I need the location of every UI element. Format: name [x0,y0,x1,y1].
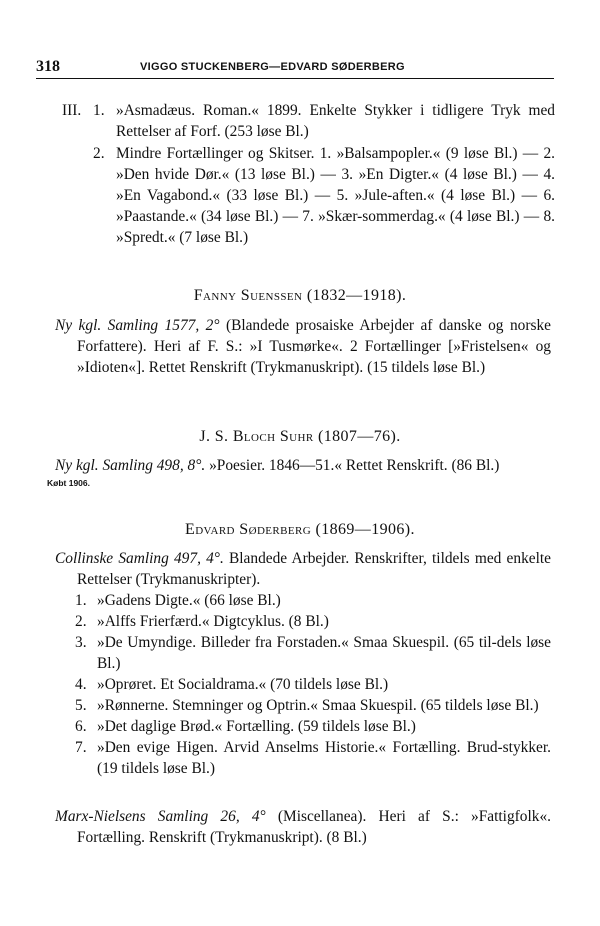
item-number: 2. [75,613,87,630]
entry-intro: Blandede Arbejder. Renskrifter, tildels med enkelte Rettelser (Trykmanuskripter). [77,550,551,588]
list-item [75,611,551,632]
collection-ref: Collinske Samling 497, 4°. [55,550,224,567]
running-header [36,58,554,79]
entry-suhr [47,455,551,494]
list-item [75,590,551,611]
page-number: 318 [36,58,60,75]
item-text: »Alffs Frierfærd.« Digtcyklus. (8 Bl.) [97,613,329,630]
list-item [75,716,551,737]
running-title: VIGGO STUCKENBERG—EDVARD SØDERBERG [140,61,405,73]
item-number: 7. [75,739,87,756]
list-item [75,674,551,695]
author-years: (1807—76). [318,428,401,445]
item-text: »Det daglige Brød.« Fortælling. (59 tildels løse Bl.) [97,718,416,735]
author-heading-suenssen [0,287,600,305]
item-text: »De Umyndige. Billeder fra Forstaden.« Smaa Skuespil. (65 til-dels løse Bl.) [97,634,551,672]
author-years: (1832—1918). [306,287,407,304]
entry-suenssen [55,315,551,378]
entry-marx-nielsen [55,806,551,848]
author-heading-soderberg [0,521,600,539]
section-iii-item-1 [62,100,555,142]
item-number: 4. [75,676,87,693]
item-number: 1. [93,102,105,119]
item-number: 5. [75,697,87,714]
section-iii-item-2 [93,143,555,248]
item-text: »Rønnerne. Stemninger og Optrin.« Smaa Skuespil. (65 tildels løse Bl.) [97,697,539,714]
collection-ref: Marx-Nielsens Samling 26, 4° [55,808,266,825]
item-number: 2. [93,145,105,162]
author-name: Edvard Søderberg [185,521,312,538]
list-item [75,695,551,716]
item-text: »Asmadæus. Roman.« 1899. Enkelte Stykker i tidligere Tryk med Rettelser af Forf. (253 løse Bl.) [116,102,555,140]
entry-soderberg [55,548,551,590]
author-name: J. S. Bloch Suhr [199,428,314,445]
item-text: »Gadens Digte.« (66 løse Bl.) [97,592,281,609]
author-heading-suhr [0,428,600,446]
entry-text: (Blandede prosaiske Arbejder af danske og norske Forfattere). Heri af F. S.: »I Tusmørke«. 2 Fortællinger [»Fristelsen« og »Idioten«]. Rettet Renskrift (Trykmanuskript). (15 tildels løse Bl.) [77,317,551,376]
item-text: »Oprøret. Et Socialdrama.« (70 tildels løse Bl.) [97,676,389,693]
entry-text: (Miscellanea). Heri af S.: »Fattigfolk«. Fortælling. Renskrift (Trykmanuskript). (8 Bl.) [77,808,551,846]
soderberg-item-list [75,590,551,779]
item-number: 6. [75,718,87,735]
author-years: (1869—1906). [315,521,415,538]
collection-ref: Ny kgl. Samling 1577, 2° [55,317,220,334]
list-item [75,632,551,674]
collection-ref: Ny kgl. Samling 498, 8°. [55,457,206,474]
author-name: Fanny Suenssen [193,287,303,304]
item-text: »Den evige Higen. Arvid Anselms Historie.« Fortælling. Brud-stykker. (19 tildels løse Bl.) [97,739,551,777]
list-item [75,737,551,779]
section-iii-label: III. [62,102,82,119]
entry-text: »Poesier. 1846—51.« Rettet Renskrift. (86 Bl.) [209,457,500,474]
item-text: Mindre Fortællinger og Skitser. 1. »Balsampopler.« (9 løse Bl.) — 2. »Den hvide Dør.« (13 løse Bl.) — 3. »En Digter.« (4 løse Bl.) — 4. »En Vagabond.« (33 løse Bl.) — 5. »Jule-aften.« (4 løse Bl.) — 6. »Paastande.« (34 løse Bl.) — 7. »Skær-sommerdag.« (4 løse Bl.) — 8. »Spredt.« (7 løse Bl.) [116,145,555,246]
item-number: 3. [75,634,87,651]
acquisition-note: Købt 1906. [47,478,90,488]
item-number: 1. [75,592,87,609]
